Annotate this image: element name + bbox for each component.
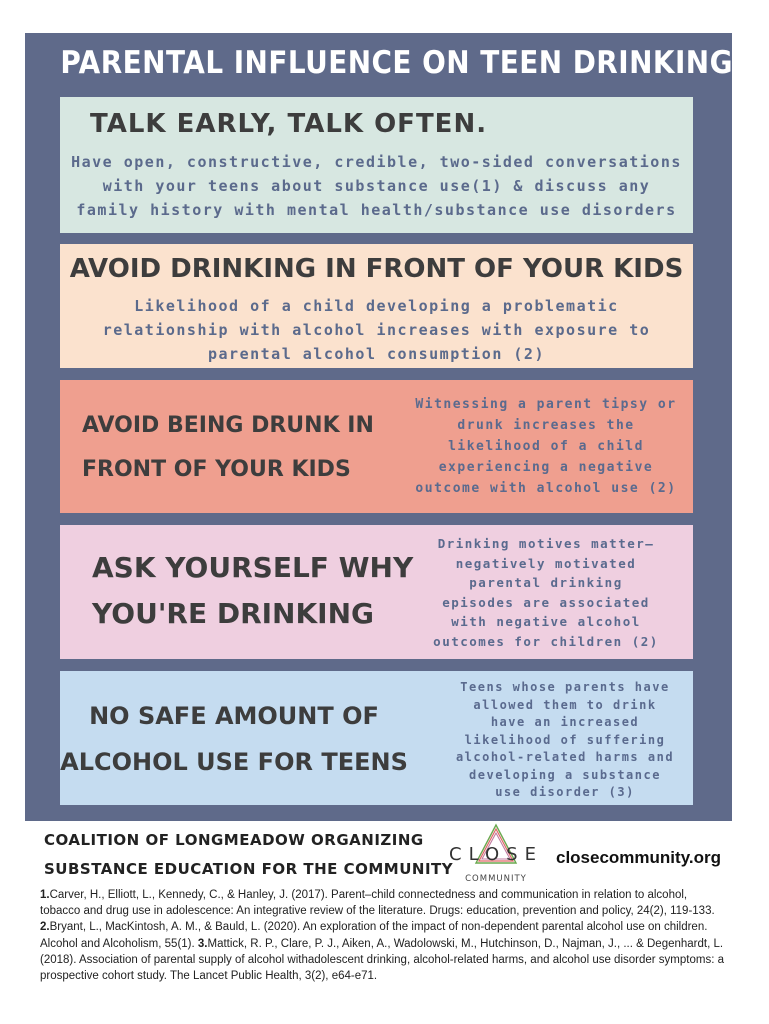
tip-body-line: have an increased bbox=[490, 715, 640, 729]
tip-body-line: Drinking motives matter— bbox=[437, 536, 655, 551]
tip-body bbox=[412, 534, 680, 651]
tip-headline-line: ALCOHOL USE FOR TEENS bbox=[60, 748, 408, 776]
tip-body-line: Likelihood of a child developing a problematic bbox=[134, 297, 619, 315]
tip-body-line: parental drinking bbox=[469, 575, 623, 590]
tip-body-line: alcohol-related harms and bbox=[455, 750, 675, 764]
tip-body-line: use disorder (3) bbox=[495, 785, 635, 799]
reference-text: Mattick, R. P., Clare, P. J., Aiken, A., Wadolowski, M., Hutchinson, D., Najman, J., ... & Degenhardt, L. (2018). Association of parental supply of alcohol withadolescent drinking, alcohol-related harms, and alcohol use disorder symptoms: a prospective cohort study. The Lancet Public Health, 3(2), e64-e71. bbox=[40, 937, 724, 983]
tip-body bbox=[438, 679, 692, 802]
tip-body-line: developing a substance bbox=[469, 767, 661, 782]
reference-number: 1. bbox=[40, 889, 50, 901]
tip-ask-why bbox=[60, 525, 693, 659]
tip-headline bbox=[60, 693, 408, 785]
tip-headline-line: FRONT OF YOUR KIDS bbox=[82, 457, 351, 482]
coalition-name-line: SUBSTANCE EDUCATION FOR THE COMMUNITY bbox=[44, 860, 454, 878]
reference-text: Carver, H., Elliott, L., Kennedy, C., & Hanley, J. (2017). Parent–child connectedness and communication in relation to alcohol, tobacco and drug use in adolescence: An integrative review of the literature. Drugs: education, prevention and policy, 24(2), 119-133. bbox=[40, 889, 715, 918]
tip-headline-line: ASK YOURSELF WHY bbox=[92, 551, 414, 584]
tip-no-safe-amount bbox=[60, 671, 693, 805]
tip-body-line: experiencing a negative bbox=[438, 460, 654, 475]
reference-number: 2. bbox=[40, 921, 50, 934]
tip-body-line: negatively motivated bbox=[455, 555, 637, 571]
tip-body-line: likelihood of suffering bbox=[464, 732, 666, 747]
tip-body-line: episodes are associated bbox=[442, 594, 650, 610]
tip-body-line: relationship with alcohol increases with exposure to bbox=[102, 321, 651, 339]
tip-headline-line: AVOID BEING DRUNK IN bbox=[82, 413, 374, 438]
tip-body-line: family history with mental health/substance use disorders bbox=[76, 201, 677, 219]
tip-headline bbox=[82, 404, 374, 492]
tip-body-line: drunk increases the bbox=[457, 418, 635, 433]
tip-body-line: Witnessing a parent tipsy or bbox=[415, 397, 677, 412]
reference-number: 3. bbox=[197, 937, 208, 950]
tip-body bbox=[60, 294, 693, 366]
tip-body bbox=[412, 394, 680, 499]
tip-body-line: with negative alcohol bbox=[451, 614, 641, 629]
coalition-name bbox=[44, 826, 453, 884]
poster-panel bbox=[25, 33, 767, 821]
close-community-logo bbox=[436, 823, 556, 887]
tip-headline-line: YOU'RE DRINKING bbox=[92, 597, 375, 630]
tip-headline-line: NO SAFE AMOUNT OF bbox=[89, 702, 379, 730]
tip-avoid-drunk bbox=[60, 380, 693, 513]
reference-text: Bryant, L., MacKintosh, A. M., & Bauld, L. (2020). An exploration of the impact of non-dependent parental alcohol use on children. Alcohol and Alcoholism, 55(1). bbox=[40, 921, 708, 950]
tip-headline bbox=[92, 545, 413, 637]
tip-talk-early bbox=[60, 97, 693, 233]
tip-body bbox=[60, 150, 693, 222]
tip-body-line: Teens whose parents have bbox=[460, 680, 670, 694]
poster-title: PARENTAL INFLUENCE ON TEEN DRINKING... bbox=[60, 45, 767, 81]
logo-word: CLOSE bbox=[449, 844, 543, 865]
coalition-name-line: COALITION OF LONGMEADOW ORGANIZING bbox=[44, 831, 424, 849]
tip-body-line: outcome with alcohol use (2) bbox=[415, 481, 677, 496]
tip-headline: TALK EARLY, TALK OFTEN. bbox=[90, 109, 488, 139]
tip-body-line: allowed them to drink bbox=[473, 697, 657, 712]
tip-body-line: with your teens about substance use(1) & discuss any bbox=[102, 177, 651, 195]
tip-body-line: likelihood of a child bbox=[448, 439, 644, 454]
tip-headline: AVOID DRINKING IN FRONT OF YOUR KIDS bbox=[69, 254, 684, 284]
tip-body-line: Have open, constructive, credible, two-sided conversations bbox=[71, 153, 682, 171]
references bbox=[40, 887, 730, 984]
tip-body-line: parental alcohol consumption (2) bbox=[208, 345, 545, 363]
tip-avoid-drinking bbox=[60, 244, 693, 368]
tip-body-line: outcomes for children (2) bbox=[433, 633, 659, 649]
website-link[interactable]: closecommunity.org bbox=[556, 848, 721, 867]
logo-sub: COMMUNITY bbox=[465, 874, 527, 884]
